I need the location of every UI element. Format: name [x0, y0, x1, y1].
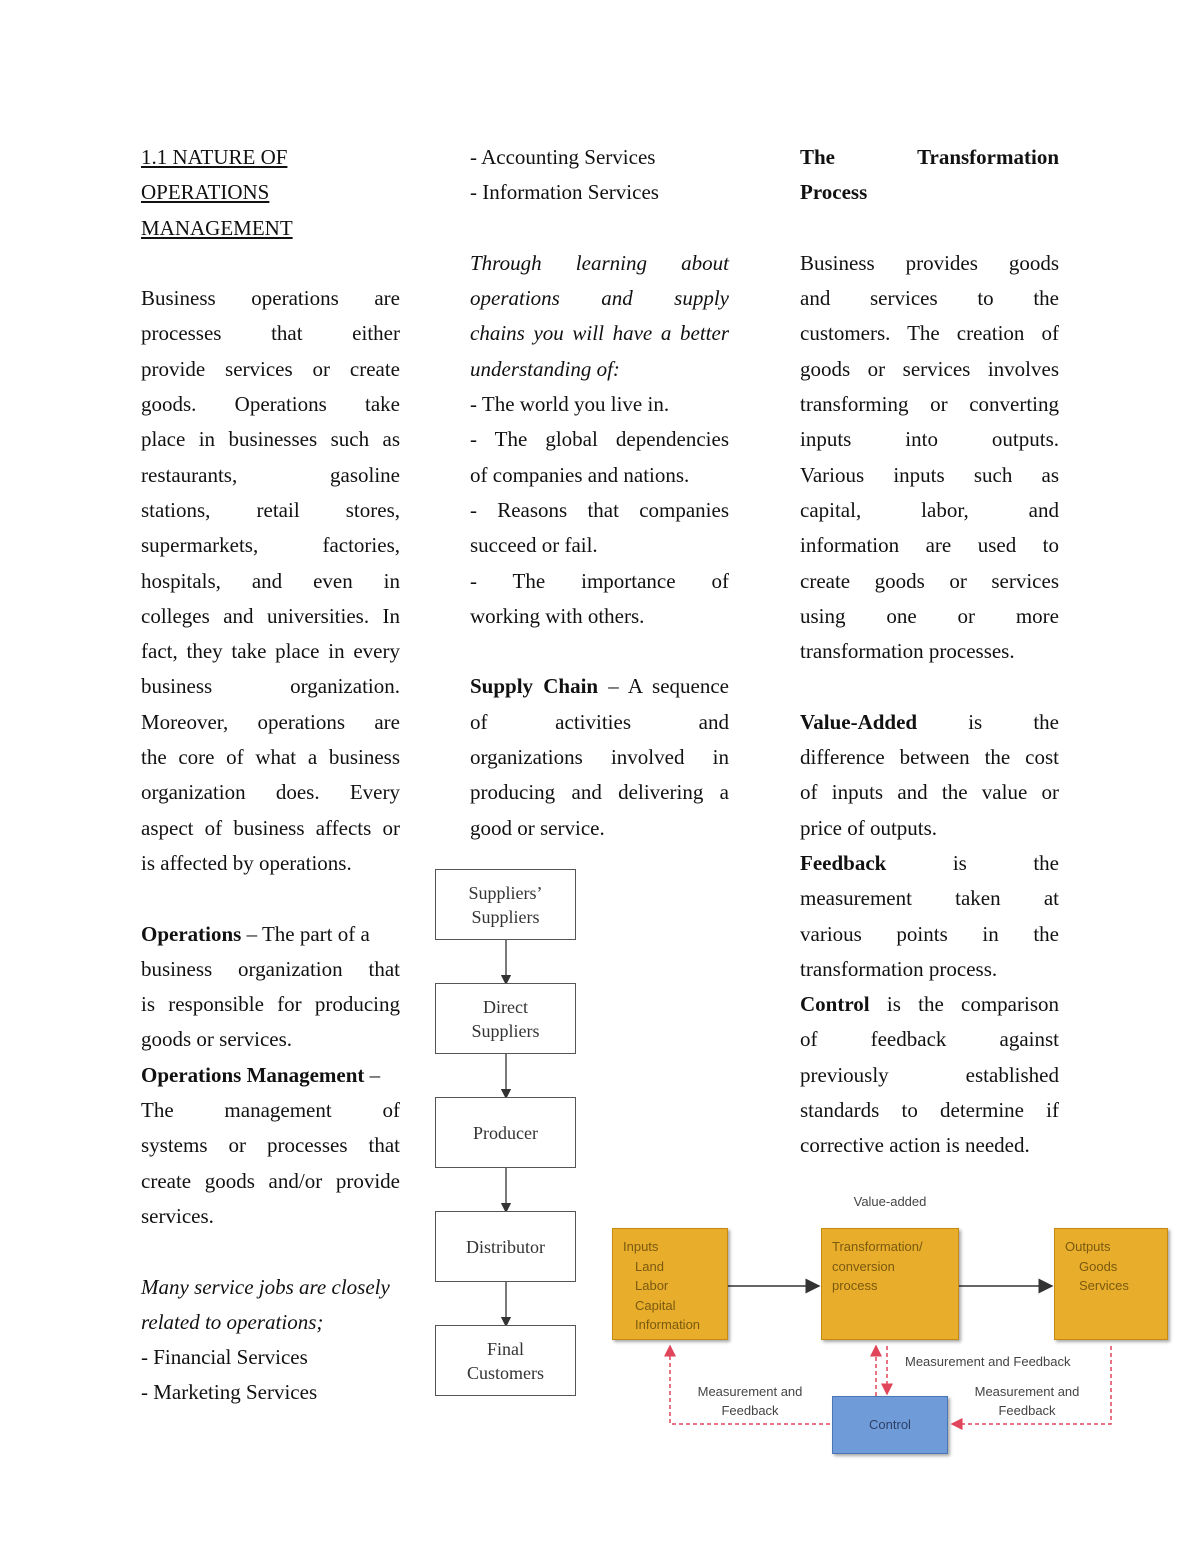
transformation-process-diagram [605, 1188, 1175, 1468]
outputs-box: Outputs Goods Services [1054, 1228, 1168, 1340]
text-line: create goods and/or provide [141, 1168, 400, 1193]
text-line: is responsible for producing [141, 992, 400, 1017]
text-line: various points in the [800, 921, 1059, 946]
text-line: transforming or converting [800, 392, 1059, 417]
list-item: working with others. [470, 603, 645, 628]
text-line: hospitals, and even in [141, 568, 400, 593]
section-heading-line: OPERATIONS [141, 180, 270, 205]
text-line: of feedback against [800, 1027, 1059, 1052]
chain-box-direct-suppliers: Direct Suppliers [435, 983, 576, 1054]
text-line: – The part of a [241, 921, 370, 946]
term-control: Control [800, 992, 870, 1017]
section-heading-line: MANAGEMENT [141, 215, 293, 240]
section-heading-line: 1.1 NATURE OF [141, 145, 288, 169]
control-definition: Control is the comparison of feedback against previously established standards to determine if corrective action is needed. [800, 987, 1059, 1163]
text-line: the core of what a business [141, 745, 400, 770]
heading-word: Transformation [917, 145, 1059, 169]
text-line: systems or processes that [141, 1133, 400, 1158]
supply-chain-definition: Supply Chain – A sequence of activities and organizations involved in producing and delivering a good or service. [470, 669, 729, 845]
text-line: corrective action is needed. [800, 1133, 1030, 1158]
chain-box-distributor: Distributor [435, 1211, 576, 1282]
list-item: - Information Services [470, 180, 659, 205]
value-added-definition: Value-Added is the difference between the cost of inputs and the value or price of outputs. [800, 705, 1059, 846]
text-line: The management of [141, 1098, 400, 1123]
text-line: processes that either [141, 321, 400, 346]
list-item: - The importance of [470, 568, 729, 593]
text-line: colleges and universities. In [141, 603, 400, 628]
text-line: stations, retail stores, [141, 497, 400, 522]
text-line: provide services or create [141, 356, 400, 381]
text-line: goods. Operations take [141, 392, 400, 417]
text-line: organization does. Every [141, 780, 400, 805]
text-line: and services to the [800, 286, 1059, 311]
text-line: fact, they take place in every [141, 639, 400, 664]
heading-word: The [800, 145, 836, 169]
text-line: standards to determine if [800, 1098, 1059, 1123]
service-intro-line: Many service jobs are closely [141, 1274, 390, 1299]
text-line: Moreover, operations are [141, 709, 400, 734]
feedback-label-left: Measurement and Feedback [697, 1384, 803, 1418]
inputs-box: Inputs Land Labor Capital Information [612, 1228, 728, 1340]
text-line: difference between the cost [800, 745, 1059, 770]
text-line: business organization that [141, 956, 400, 981]
text-line: capital, labor, and [800, 497, 1059, 522]
text-line: Various inputs such as [800, 462, 1059, 487]
text-line: inputs into outputs. [800, 427, 1059, 452]
text-line: – [364, 1062, 381, 1087]
text-line: Business provides goods [800, 250, 1059, 275]
text-line: aspect of business affects or [141, 815, 400, 840]
list-item: - Reasons that companies [470, 497, 729, 522]
list-item: - Accounting Services [470, 145, 656, 169]
term-feedback: Feedback [800, 850, 887, 875]
text-line: measurement taken at [800, 886, 1059, 911]
text-line: restaurants, gasoline [141, 462, 400, 487]
text-line: customers. The creation of [800, 321, 1059, 346]
heading-word: Process [800, 180, 868, 205]
value-added-label: Value-added [853, 1194, 927, 1209]
chain-box-final-customers: Final Customers [435, 1325, 576, 1396]
service-intro-line: related to operations; [141, 1309, 324, 1334]
list-item: - The world you live in. [470, 392, 670, 417]
feedback-label-right: Measurement and Feedback [974, 1384, 1080, 1418]
list-item: - Marketing Services [141, 1380, 318, 1405]
learning-intro: Through learning about operations and supply chains you will have a better understanding of: [470, 250, 729, 381]
text-line: business organization. [141, 674, 400, 699]
chain-box-producer: Producer [435, 1097, 576, 1168]
text-line: is affected by operations. [141, 850, 352, 875]
text-line: of activities and [470, 709, 729, 734]
list-item: of companies and nations. [470, 462, 690, 487]
feedback-definition: Feedback is the measurement taken at various points in the transformation process. [800, 846, 1059, 987]
text-line: services. [141, 1203, 214, 1228]
transformation-box: Transformation/ conversion process [821, 1228, 959, 1340]
text-line: create goods or services [800, 568, 1059, 593]
text-line: transformation processes. [800, 639, 1015, 664]
text-line: transformation process. [800, 956, 998, 981]
text-line: Business operations are [141, 286, 400, 311]
text-line: using one or more [800, 603, 1059, 628]
control-box: Control [832, 1396, 948, 1454]
text-line: price of outputs. [800, 815, 938, 840]
feedback-label-top: Measurement and Feedback [905, 1354, 1071, 1369]
list-item: - The global dependencies [470, 427, 729, 452]
text-line: goods or services. [141, 1027, 293, 1052]
text-line: goods or services involves [800, 356, 1059, 381]
text-line: supermarkets, factories, [141, 533, 400, 558]
text-line: producing and delivering a [470, 780, 729, 805]
text-line: organizations involved in [470, 745, 729, 770]
term-value-added: Value-Added [800, 709, 918, 734]
chain-box-suppliers-suppliers: Suppliers’ Suppliers [435, 869, 576, 940]
text-line: of inputs and the value or [800, 780, 1059, 805]
term-operations: Operations [141, 921, 242, 946]
text-line: information are used to [800, 533, 1059, 558]
text-line: previously established [800, 1062, 1059, 1087]
text-line: good or service. [470, 815, 605, 840]
list-item: - Financial Services [141, 1345, 308, 1370]
text-line: place in businesses such as [141, 427, 400, 452]
list-item: succeed or fail. [470, 533, 598, 558]
term-operations-management: Operations Management [141, 1062, 365, 1087]
term-supply-chain: Supply Chain [470, 674, 599, 699]
